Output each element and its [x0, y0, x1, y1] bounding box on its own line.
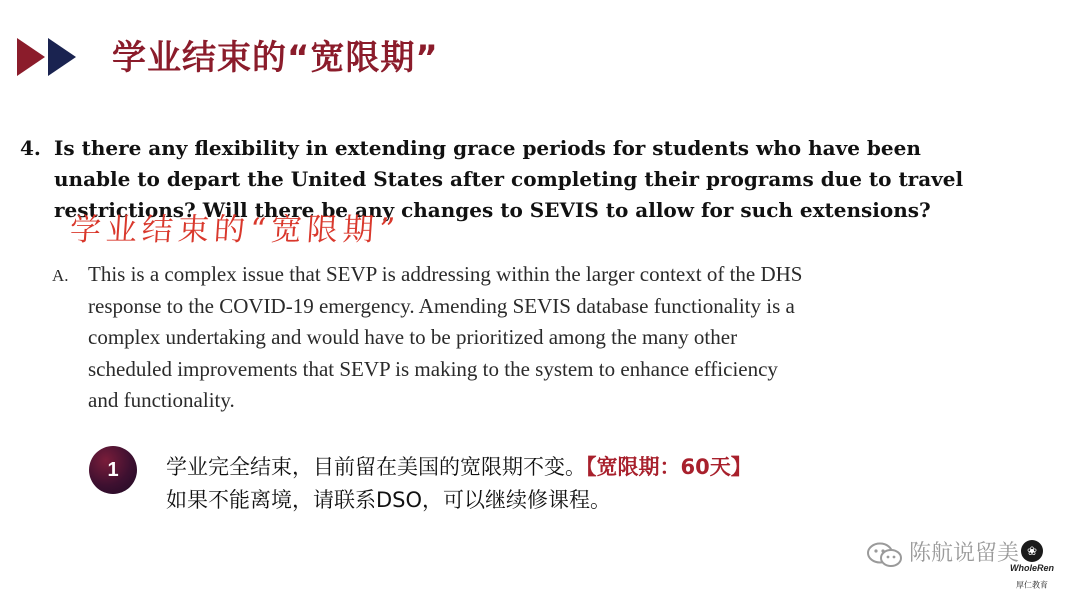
- note-block: [166, 451, 752, 517]
- question-line: unable to depart the United States after completing their programs due to travel: [54, 167, 964, 191]
- answer-line: and functionality.: [88, 388, 235, 412]
- logo-text-en: WholeRen: [1010, 563, 1054, 573]
- question-line: Is there any flexibility in extending grace periods for students who have been: [54, 136, 921, 160]
- note-line-2: 如果不能离境，请联系DSO，可以继续修课程。: [166, 488, 612, 512]
- note-text: 学业完全结束，目前留在美国的宽限期不变。: [166, 455, 586, 479]
- grace-period-highlight: 【宽限期：60天】: [586, 455, 752, 479]
- watermark-text: 陈航说留美: [909, 541, 1020, 566]
- logo-text-cn: [1012, 579, 1052, 589]
- slide-title: 学业结束的“宽限期”: [112, 38, 439, 78]
- note-line-1: [166, 451, 752, 484]
- wholeren-logo: [1004, 540, 1060, 596]
- logo-mark-icon: ❀: [1021, 540, 1043, 562]
- handwritten-annotation: 学业结束的“宽限期”: [68, 212, 401, 248]
- chevron-right-navy-icon: [48, 38, 78, 76]
- question-line: restrictions? Will there be any changes to SEVIS to allow for such extensions?: [54, 198, 931, 222]
- svg-text:厚仁教育: 厚仁教育: [1016, 580, 1048, 589]
- answer-label: A.: [52, 266, 69, 285]
- wechat-icon: [866, 542, 904, 568]
- number-badge: 1: [89, 446, 137, 494]
- answer-line: This is a complex issue that SEVP is addressing within the larger context of the DHS: [88, 262, 803, 286]
- answer-line: response to the COVID-19 emergency. Amending SEVIS database functionality is a: [88, 293, 795, 318]
- answer-line: scheduled improvements that SEVP is making to the system to enhance efficiency: [88, 356, 778, 381]
- answer-line: complex undertaking and would have to be prioritized among the many other: [88, 325, 738, 349]
- chevron-right-red-icon: [17, 38, 47, 76]
- question-number: 4.: [20, 136, 41, 160]
